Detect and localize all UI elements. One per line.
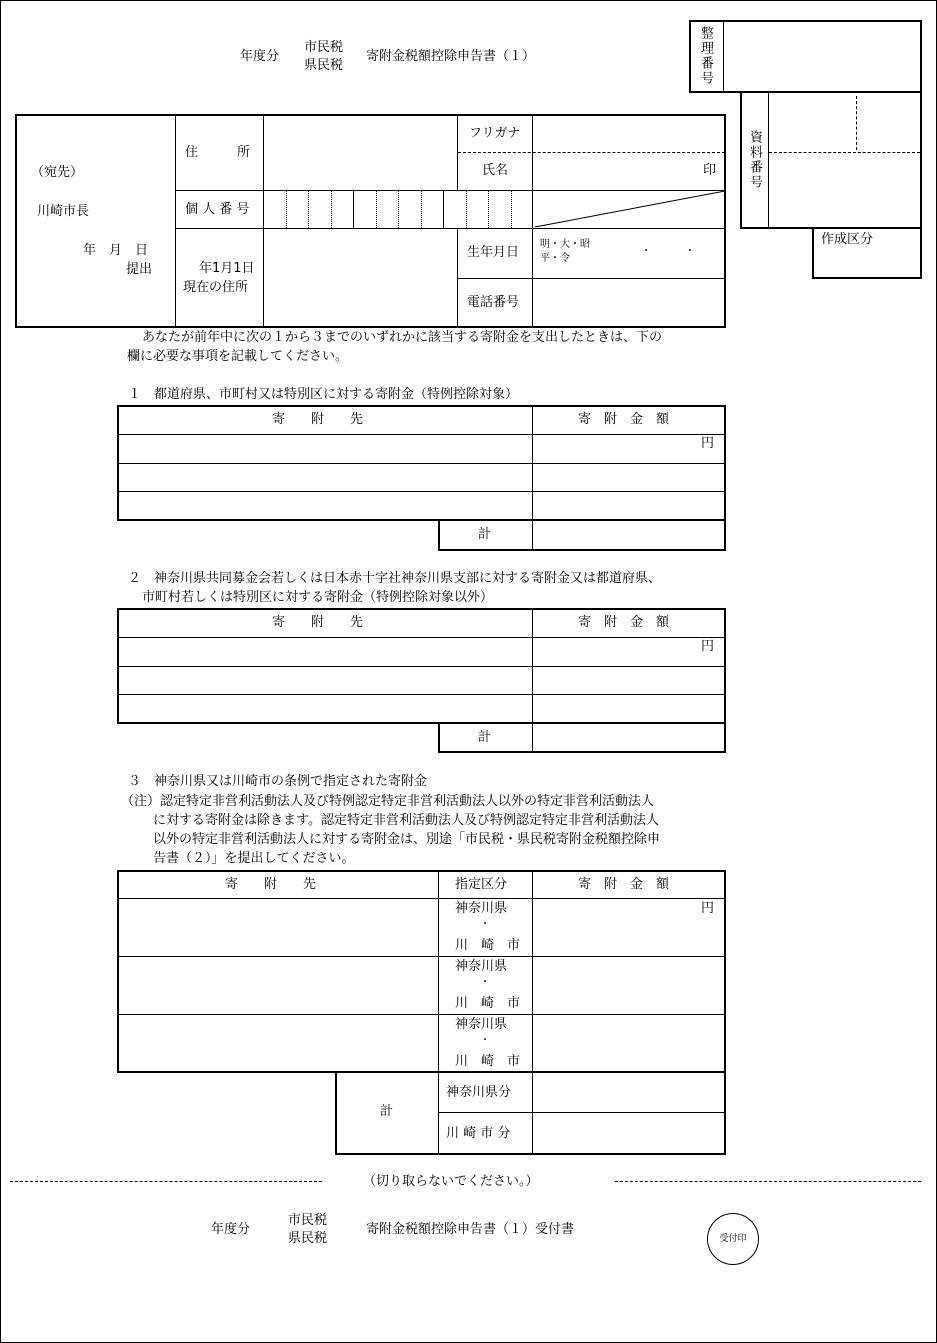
sakusei-kubun-label: 作成区分 xyxy=(821,232,874,247)
mynumber-digit-cell[interactable] xyxy=(264,191,285,227)
divider xyxy=(118,956,725,957)
divider xyxy=(118,694,725,695)
section3-note-line2: に対する寄附金は除きます。認定特定非営利活動法人及び特例認定特定非営利活動法人 xyxy=(153,813,659,828)
mynumber-digit-cell[interactable] xyxy=(354,191,375,227)
category-city-option[interactable]: 川 崎 市 xyxy=(455,938,521,953)
total-city-amount-field[interactable] xyxy=(534,1114,724,1152)
col-amount-header: 寄 附 金 額 xyxy=(578,877,670,892)
mynumber-digit-cell[interactable] xyxy=(309,191,330,227)
recipient-field[interactable] xyxy=(120,640,530,665)
divider xyxy=(118,463,725,464)
furigana-label: フリガナ xyxy=(469,126,521,141)
jan1-label-line2: 現在の住所 xyxy=(183,280,249,295)
intro-line1: あなたが前年中に次の１から３までのいずれかに該当する寄附金を支出したときは、下の xyxy=(142,330,663,345)
receipt-title: 寄附金税額控除申告書（１）受付書 xyxy=(366,1222,575,1237)
amount-field[interactable] xyxy=(535,900,723,955)
col-recipient-header: 寄 附 先 xyxy=(272,615,364,630)
mynumber-label: 個 人 番 号 xyxy=(185,202,250,217)
diagonal-strike xyxy=(533,190,726,228)
receipt-stamp-circle xyxy=(707,1213,759,1265)
recipient-field[interactable] xyxy=(120,494,530,519)
phone-field[interactable] xyxy=(534,280,724,326)
seal-mark: 印 xyxy=(703,163,717,178)
submit-label: 提出 xyxy=(126,262,153,277)
divider xyxy=(118,637,725,638)
phone-label: 電話番号 xyxy=(467,295,520,310)
mynumber-digit-cell[interactable] xyxy=(467,191,488,227)
section2-heading-line1: ２ 神奈川県共同募金会若しくは日本赤十字社神奈川県支部に対する寄附金又は都道府県、 xyxy=(128,571,662,586)
recipient-field[interactable] xyxy=(120,1016,436,1071)
address-label: 住 所 xyxy=(185,145,251,160)
section3-note-line4: 告書（２）」を提出してください。 xyxy=(153,851,355,866)
mynumber-digit-cell[interactable] xyxy=(287,191,308,227)
total-amount-field[interactable] xyxy=(535,725,723,753)
divider xyxy=(723,21,724,92)
header-tax-pref: 県民税 xyxy=(304,58,344,73)
divider xyxy=(118,898,725,899)
header-year-label: 年度分 xyxy=(240,49,280,64)
recipient-field[interactable] xyxy=(120,466,530,491)
recipient-field[interactable] xyxy=(120,900,436,955)
amount-field[interactable] xyxy=(535,640,723,665)
mynumber-digit-cell[interactable] xyxy=(332,191,353,227)
mayor-label: 川崎市長 xyxy=(37,204,90,219)
divider xyxy=(176,228,725,229)
era-options-line2[interactable]: 平・令 xyxy=(540,253,570,264)
divider xyxy=(768,92,769,228)
seiri-number-field[interactable] xyxy=(725,22,920,91)
total-city-label: 川 崎 市 分 xyxy=(446,1126,511,1141)
col-amount-header: 寄 附 金 額 xyxy=(578,615,670,630)
cut-line-right xyxy=(615,1181,921,1182)
col-amount-header: 寄 附 金 額 xyxy=(578,412,670,427)
dashed-divider xyxy=(458,152,725,153)
header-tax-city: 市民税 xyxy=(304,40,344,55)
divider xyxy=(175,115,176,327)
section3-heading: ３ 神奈川県又は川崎市の条例で指定された寄附金 xyxy=(128,774,428,789)
total-label: 計 xyxy=(478,730,492,745)
era-options-line1[interactable]: 明・大・昭 xyxy=(540,239,590,250)
intro-line2: 欄に必要な事項を記載してください。 xyxy=(127,349,349,364)
cut-line-left xyxy=(10,1181,322,1182)
total-pref-label: 神奈川県分 xyxy=(446,1085,512,1100)
total-amount-field[interactable] xyxy=(535,522,723,550)
divider xyxy=(439,1112,725,1113)
category-city-option[interactable]: 川 崎 市 xyxy=(455,996,521,1011)
yen-unit: 円 xyxy=(701,639,715,654)
mynumber-digit-cell[interactable] xyxy=(489,191,510,227)
amount-field[interactable] xyxy=(535,669,723,694)
category-separator: ・ xyxy=(480,977,490,988)
mynumber-digit-cell[interactable] xyxy=(422,191,443,227)
col-recipient-header: 寄 附 先 xyxy=(272,412,364,427)
furigana-field[interactable] xyxy=(534,116,724,151)
name-label: 氏名 xyxy=(482,163,509,178)
category-separator: ・ xyxy=(480,919,490,930)
cut-notice: （切り取らないでください。） xyxy=(363,1174,539,1189)
mynumber-field[interactable] xyxy=(263,190,533,228)
receipt-tax-city: 市民税 xyxy=(288,1213,328,1228)
receipt-tax-pref: 県民税 xyxy=(288,1231,328,1246)
col-category-header: 指定区分 xyxy=(455,877,508,892)
mynumber-digit-cell[interactable] xyxy=(444,191,465,227)
category-pref-option[interactable]: 神奈川県 xyxy=(455,901,508,916)
birth-label: 生年月日 xyxy=(467,245,520,260)
jan1-address-field[interactable] xyxy=(265,230,456,326)
amount-field[interactable] xyxy=(535,494,723,519)
category-pref-option[interactable]: 神奈川県 xyxy=(455,1017,508,1032)
yen-unit: 円 xyxy=(701,436,715,451)
total-label: 計 xyxy=(380,1104,394,1119)
mynumber-digit-cell[interactable] xyxy=(399,191,420,227)
divider xyxy=(118,666,725,667)
amount-field[interactable] xyxy=(535,1016,723,1071)
section1-heading: １ 都道府県、市町村又は特別区に対する寄附金（特例控除対象） xyxy=(128,387,519,402)
address-field[interactable] xyxy=(265,116,456,189)
col-recipient-header: 寄 附 先 xyxy=(225,877,317,892)
total-pref-amount-field[interactable] xyxy=(534,1073,724,1111)
category-city-option[interactable]: 川 崎 市 xyxy=(455,1054,521,1069)
recipient-field[interactable] xyxy=(120,669,530,694)
yen-unit: 円 xyxy=(701,901,715,916)
total-label: 計 xyxy=(478,527,492,542)
divider xyxy=(438,871,439,1072)
amount-field[interactable] xyxy=(535,697,723,722)
divider xyxy=(118,434,725,435)
mynumber-digit-cell[interactable] xyxy=(377,191,398,227)
recipient-field[interactable] xyxy=(120,697,530,722)
amount-field[interactable] xyxy=(535,466,723,491)
shiryo-number-field[interactable] xyxy=(770,93,920,227)
addressee-label: （宛先） xyxy=(31,165,84,180)
mynumber-digit-cell[interactable] xyxy=(512,191,533,227)
category-pref-option[interactable]: 神奈川県 xyxy=(455,959,508,974)
shiryo-number-label: 資料番号 xyxy=(747,130,762,190)
amount-field[interactable] xyxy=(535,437,723,462)
recipient-field[interactable] xyxy=(120,958,436,1013)
name-field[interactable] xyxy=(534,154,704,189)
section2-heading-line2: 市町村若しくは特別区に対する寄附金（特例控除対象以外） xyxy=(142,590,494,605)
divider xyxy=(438,1072,439,1154)
birth-date-field[interactable] xyxy=(600,230,724,276)
receipt-year-label: 年度分 xyxy=(211,1222,251,1237)
recipient-field[interactable] xyxy=(120,437,530,462)
page-title: 寄附金税額控除申告書（１） xyxy=(366,49,536,64)
jan1-label-line1: 年1月1日 xyxy=(199,261,255,276)
date-separator: ・ xyxy=(685,246,695,257)
date-separator: ・ xyxy=(641,246,651,257)
receipt-stamp-label: 受付印 xyxy=(719,1233,747,1244)
divider xyxy=(458,278,725,279)
divider xyxy=(118,491,725,492)
section3-note-line1: （注）認定特定非営利活動法人及び特例認定特定非営利活動法人以外の特定非営利活動法人 xyxy=(121,794,655,809)
date-label: 年 月 日 xyxy=(83,243,149,258)
divider xyxy=(118,1014,725,1015)
amount-field[interactable] xyxy=(535,958,723,1013)
seiri-number-label: 整理番号 xyxy=(698,26,713,86)
section3-note-line3: 以外の特定非営利活動法人に対する寄附金は、別途「市民税・県民税寄附金税額控除申 xyxy=(153,832,661,847)
category-separator: ・ xyxy=(480,1035,490,1046)
